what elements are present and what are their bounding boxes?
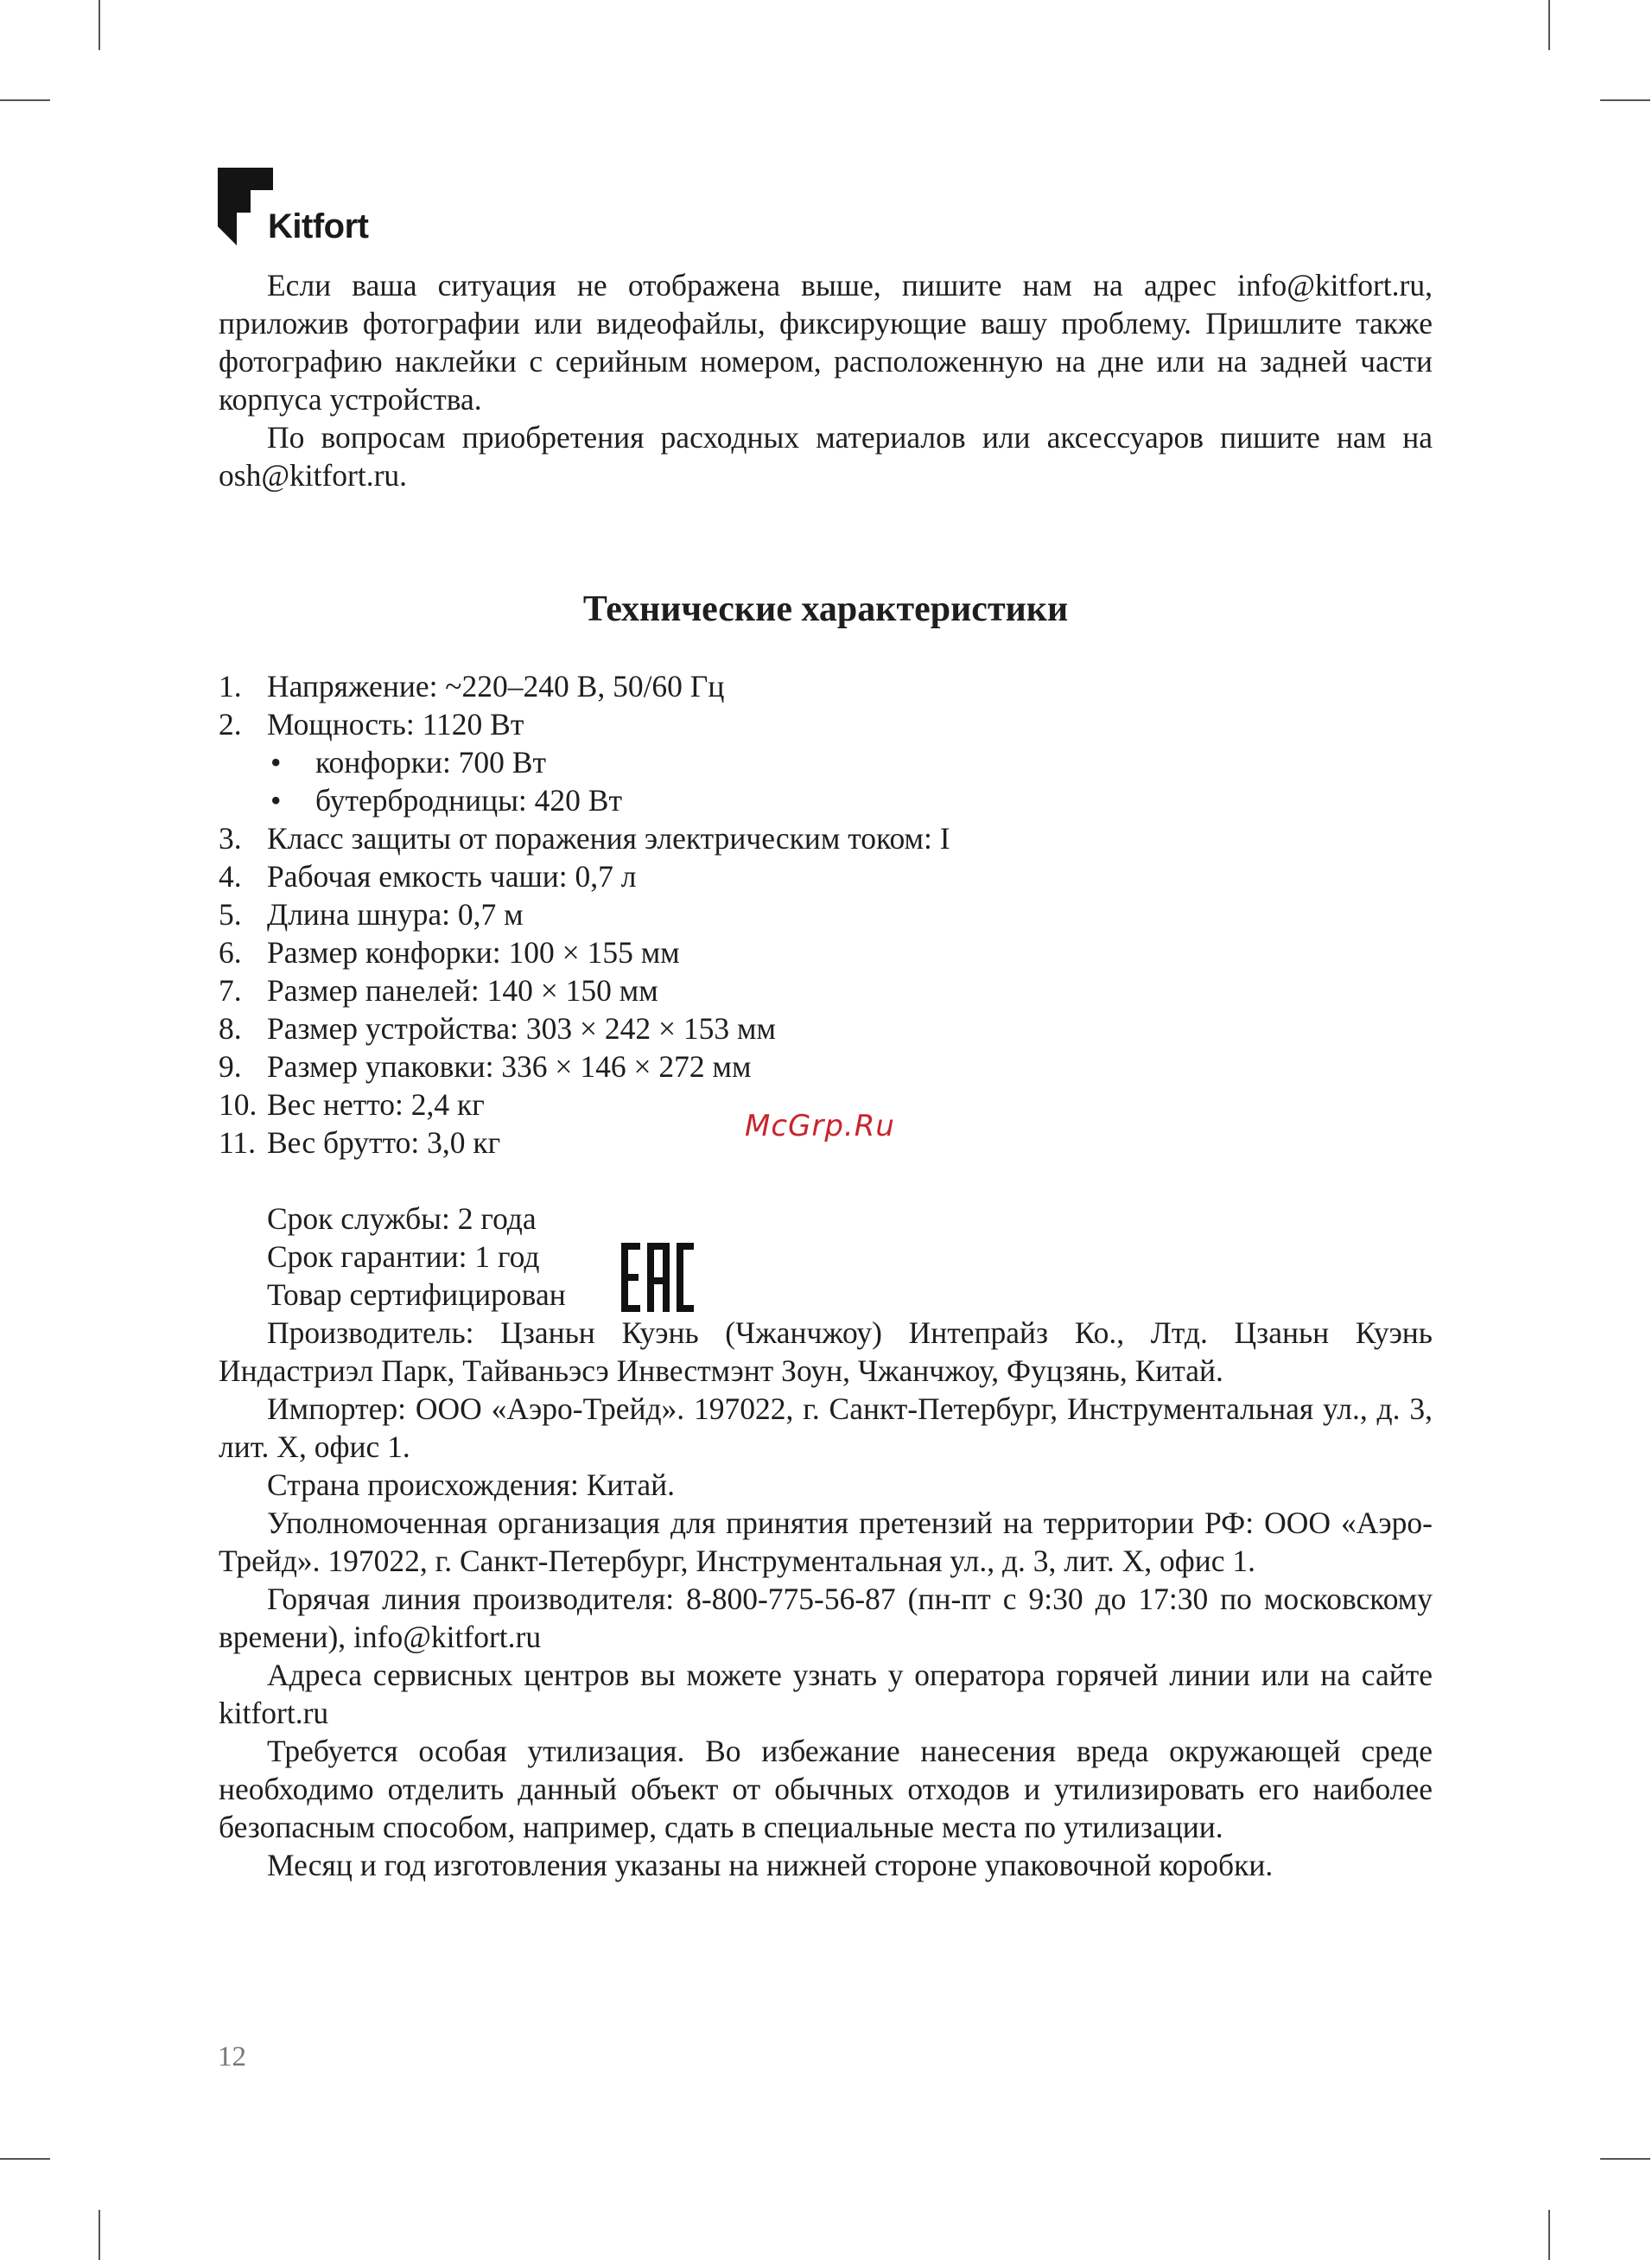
spec-text: Класс защиты от поражения электрическим током: I [267, 821, 950, 856]
spec-subitem-text: конфорки: 700 Вт [315, 745, 546, 780]
spec-subitem [219, 743, 1433, 781]
spec-subitem [219, 781, 1433, 819]
spec-text: Рабочая емкость чаши: 0,7 л [267, 859, 637, 894]
spec-item [219, 1124, 1433, 1162]
spec-number: 11. [219, 1125, 257, 1160]
crop-mark [1600, 2158, 1650, 2160]
spec-item [219, 971, 1433, 1009]
warranty-period: Срок гарантии: 1 год [267, 1239, 540, 1274]
spec-item [219, 933, 1433, 971]
importer-info: Импортер: ООО «Аэро-Трейд». 197022, г. Санкт-Петербург, Инструментальная ул., д. 3, лит. Х, офис 1. [219, 1391, 1433, 1464]
authorized-organization: Уполномоченная организация для принятия претензий на территории РФ: ООО «Аэро-Трейд». 197022, г. Санкт-Петербург, Инструментальная ул., д. 3, лит. Х, офис 1. [219, 1506, 1433, 1578]
crop-mark [1548, 0, 1550, 50]
intro-paragraph: Если ваша ситуация не отображена выше, пишите нам на адрес info@kitfort.ru, приложив фотографии или видеофайлы, фиксирующие вашу проблему. Пришлите также фотографию наклейки с серийным номером, расположенную на дне или на задней части корпуса устройства. [219, 268, 1433, 417]
spec-text: Мощность: 1120 Вт [267, 707, 524, 742]
spec-item [219, 895, 1433, 933]
hotline-info: Горячая линия производителя: 8-800-775-56-87 (пн-пт с 9:30 до 17:30 по московскому времени), info@kitfort.ru [219, 1582, 1433, 1654]
spec-text: Размер устройства: 303 × 242 × 153 мм [267, 1011, 776, 1046]
eac-mark [621, 1243, 694, 1312]
spec-text: Размер панелей: 140 × 150 мм [267, 973, 658, 1008]
service-life: Срок службы: 2 года [267, 1201, 537, 1236]
spec-item [219, 705, 1433, 743]
spec-text: Вес брутто: 3,0 кг [267, 1125, 501, 1160]
spec-number: 5. [219, 897, 242, 932]
crop-mark [0, 99, 50, 101]
specs-list [219, 667, 1433, 1162]
spec-number: 7. [219, 973, 242, 1008]
manufacture-date-info: Месяц и год изготовления указаны на нижней стороне упаковочной коробки. [267, 1848, 1274, 1882]
crop-mark [1600, 99, 1650, 101]
spec-text: Размер конфорки: 100 × 155 мм [267, 935, 680, 970]
kitfort-logo [218, 168, 369, 245]
spec-number: 10. [219, 1087, 257, 1122]
crop-mark [1548, 2210, 1550, 2260]
spec-number: 8. [219, 1011, 242, 1046]
spec-text: Размер упаковки: 336 × 146 × 272 мм [267, 1049, 752, 1084]
spec-text: Напряжение: ~220–240 В, 50/60 Гц [267, 669, 725, 703]
page-number: 12 [218, 2041, 246, 2072]
watermark: McGrp.Ru [745, 1109, 895, 1143]
crop-mark [0, 2158, 50, 2160]
section-title: Технические характеристики [582, 589, 1069, 629]
spec-item [219, 667, 1433, 705]
spec-number: 9. [219, 1049, 242, 1084]
spec-text: Длина шнура: 0,7 м [267, 897, 524, 932]
spec-number: 6. [219, 935, 242, 970]
spec-number: 1. [219, 669, 242, 703]
service-centers-info: Адреса сервисных центров вы можете узнать у оператора горячей линии или на сайте kitfort.ru [219, 1658, 1433, 1730]
bullet: • [270, 745, 282, 780]
spec-number: 3. [219, 821, 242, 856]
certification-note: Товар сертифицирован [267, 1277, 566, 1312]
spec-number: 2. [219, 707, 242, 742]
bullet: • [270, 783, 282, 818]
manufacturer-info: Производитель: Цзаньн Куэнь (Чжанчжоу) Интепрайз Ко., Лтд. Цзаньн Куэнь Индастриэл Парк, Тайваньэсэ Инвестмэнт Зоун, Чжанчжоу, Фуцзянь, Китай. [219, 1315, 1433, 1388]
page-content [219, 266, 1433, 1884]
intro-paragraph: По вопросам приобретения расходных материалов или аксессуаров пишите нам на osh@kitfort.ru. [219, 420, 1433, 493]
country-of-origin: Страна происхождения: Китай. [267, 1467, 676, 1502]
disposal-info: Требуется особая утилизация. Во избежание нанесения вреда окружающей среде необходимо отделить данный объект от обычных отходов и утилизировать его наиболее безопасным способом, например, сдать в специальные места по утилизации. [219, 1734, 1433, 1844]
spec-item [219, 1047, 1433, 1085]
spec-subitem-text: бутербродницы: 420 Вт [315, 783, 622, 818]
spec-item [219, 1085, 1433, 1124]
spec-item [219, 1009, 1433, 1047]
brand-name: Kitfort [268, 207, 369, 245]
crop-mark [98, 2210, 100, 2260]
crop-mark [98, 0, 100, 50]
spec-item [219, 857, 1433, 895]
spec-text: Вес нетто: 2,4 кг [267, 1087, 485, 1122]
spec-number: 4. [219, 859, 242, 894]
spec-item [219, 819, 1433, 857]
